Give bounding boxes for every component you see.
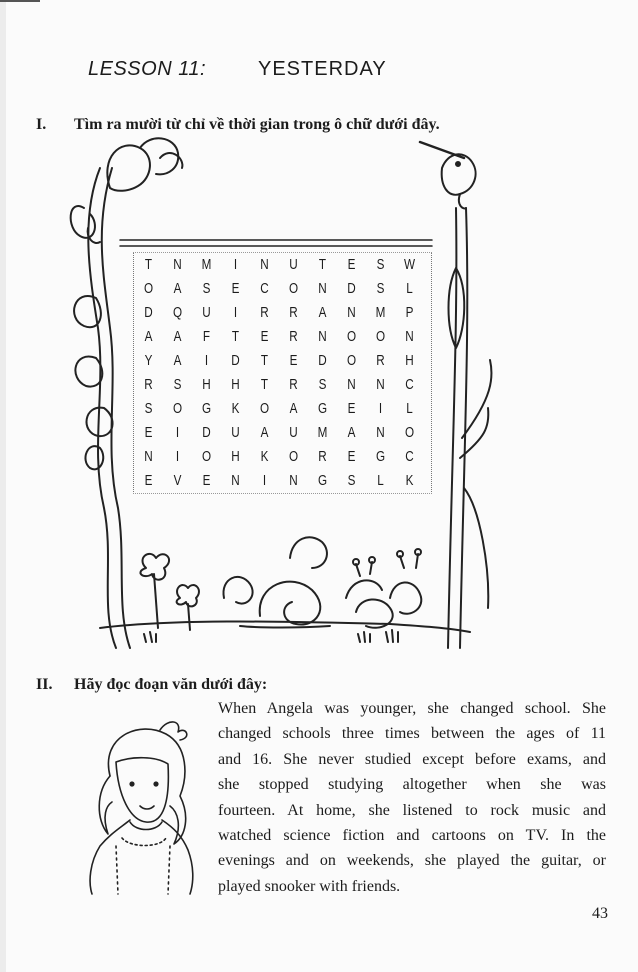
grid-cell: O xyxy=(346,328,357,345)
grid-row xyxy=(134,349,431,373)
grid-cell: I xyxy=(204,352,209,369)
grid-cell: O xyxy=(172,400,183,417)
grid-cell: N xyxy=(347,376,356,393)
grid-cell: D xyxy=(144,304,153,321)
grid-cell: M xyxy=(201,256,212,273)
grid-cell: G xyxy=(201,400,212,417)
grid-cell: R xyxy=(144,376,153,393)
lesson-header xyxy=(88,58,588,88)
passage-line: evenings and on weekends, she played the guitar, or xyxy=(218,852,606,870)
grid-cell: R xyxy=(289,304,298,321)
grid-cell: E xyxy=(347,448,356,465)
grid-cell: O xyxy=(143,280,154,297)
grid-cell: S xyxy=(318,376,327,393)
grid-cell: N xyxy=(289,472,298,489)
grid-cell: N xyxy=(347,304,356,321)
grid-cell: O xyxy=(346,352,357,369)
grid-cell: T xyxy=(144,256,153,273)
grid-cell: T xyxy=(260,376,269,393)
grid-cell: Q xyxy=(172,304,183,321)
grid-cell: G xyxy=(317,472,328,489)
grid-cell: O xyxy=(288,448,299,465)
grid-cell: R xyxy=(260,304,269,321)
grid-cell: D xyxy=(347,280,356,297)
grid-cell: V xyxy=(173,472,182,489)
passage-line: When Angela was younger, she changed school. She xyxy=(218,700,606,717)
section-2-instruction: Hãy đọc đoạn văn dưới đây: xyxy=(74,676,268,693)
lesson-title: YESTERDAY xyxy=(258,58,387,80)
grid-cell: C xyxy=(260,280,269,297)
grid-cell: A xyxy=(173,352,182,369)
grid-cell: N xyxy=(144,448,153,465)
grid-cell: A xyxy=(289,400,298,417)
grid-cell: S xyxy=(202,280,211,297)
grid-cell: T xyxy=(231,328,240,345)
grid-cell: Y xyxy=(144,352,153,369)
grid-cell: R xyxy=(289,376,298,393)
girl-illustration xyxy=(70,716,210,896)
grid-cell: A xyxy=(173,280,182,297)
scan-edge xyxy=(0,0,6,972)
grid-cell: K xyxy=(260,448,269,465)
grid-row xyxy=(134,469,431,493)
grid-cell: A xyxy=(260,424,269,441)
grid-cell: K xyxy=(405,472,414,489)
grid-cell: I xyxy=(233,256,238,273)
word-search-grid xyxy=(133,252,432,494)
grid-cell: N xyxy=(376,424,385,441)
grid-cell: N xyxy=(173,256,182,273)
grid-cell: I xyxy=(378,400,383,417)
scan-edge-mark xyxy=(0,0,40,2)
grid-cell: A xyxy=(173,328,182,345)
grid-cell: E xyxy=(231,280,240,297)
grid-cell: N xyxy=(231,472,240,489)
grid-cell: H xyxy=(231,376,240,393)
passage-line: played snooker with friends. xyxy=(218,877,401,895)
grid-row xyxy=(134,373,431,397)
grid-cell: I xyxy=(262,472,267,489)
grid-cell: E xyxy=(202,472,211,489)
section-1-instruction: Tìm ra mười từ chỉ về thời gian trong ô chữ dưới đây. xyxy=(74,116,440,133)
passage-line: fourteen. At home, she listened to rock music and xyxy=(218,801,606,819)
grid-cell: U xyxy=(289,256,298,273)
reading-passage xyxy=(218,696,606,899)
grid-cell: L xyxy=(406,400,413,417)
grid-cell: O xyxy=(259,400,270,417)
grid-cell: U xyxy=(231,424,240,441)
grid-cell: E xyxy=(347,256,356,273)
grid-cell: T xyxy=(318,256,327,273)
grid-cell: I xyxy=(233,304,238,321)
grid-cell: N xyxy=(318,280,327,297)
grid-row xyxy=(134,301,431,325)
grid-cell: D xyxy=(202,424,211,441)
grid-cell: E xyxy=(144,424,153,441)
grid-cell: O xyxy=(201,448,212,465)
grid-cell: C xyxy=(405,448,414,465)
grid-cell: S xyxy=(376,256,385,273)
grid-cell: F xyxy=(202,328,211,345)
grid-cell: D xyxy=(231,352,240,369)
grid-cell: E xyxy=(347,400,356,417)
passage-line: changed schools three times between the ages of 11 xyxy=(218,725,606,743)
grid-cell: S xyxy=(173,376,182,393)
grid-cell: N xyxy=(405,328,414,345)
grid-cell: T xyxy=(260,352,269,369)
grid-row xyxy=(134,277,431,301)
grid-cell: I xyxy=(175,424,180,441)
passage-line: she stopped studying altogether when she was xyxy=(218,776,606,794)
grid-cell: H xyxy=(405,352,414,369)
grid-cell: H xyxy=(231,448,240,465)
grid-cell: K xyxy=(231,400,240,417)
grid-cell: P xyxy=(405,304,414,321)
grid-cell: S xyxy=(144,400,153,417)
grid-cell: O xyxy=(288,280,299,297)
grid-cell: E xyxy=(144,472,153,489)
grid-cell: W xyxy=(403,256,416,273)
grid-cell: U xyxy=(289,424,298,441)
grid-cell: S xyxy=(376,280,385,297)
grid-cell: N xyxy=(376,376,385,393)
section-2-number: II. xyxy=(36,676,53,693)
grid-cell: C xyxy=(405,376,414,393)
grid-cell: S xyxy=(347,472,356,489)
grid-row xyxy=(134,445,431,469)
grid-cell: N xyxy=(260,256,269,273)
grid-cell: L xyxy=(406,280,413,297)
grid-row xyxy=(134,253,431,277)
grid-cell: A xyxy=(347,424,356,441)
grid-cell: E xyxy=(260,328,269,345)
grid-row xyxy=(134,325,431,349)
grid-cell: H xyxy=(202,376,211,393)
lesson-label: LESSON 11: xyxy=(88,58,207,80)
grid-cell: M xyxy=(317,424,328,441)
grid-row xyxy=(134,397,431,421)
grid-cell: R xyxy=(289,328,298,345)
grid-cell: E xyxy=(289,352,298,369)
grid-cell: A xyxy=(318,304,327,321)
grid-cell: A xyxy=(144,328,153,345)
grid-cell: O xyxy=(404,424,415,441)
grid-cell: N xyxy=(318,328,327,345)
passage-line: and 16. She never studied except before exams, and xyxy=(218,750,606,768)
grid-cell: I xyxy=(175,448,180,465)
page-number: 43 xyxy=(592,905,608,922)
grid-cell: D xyxy=(318,352,327,369)
grid-cell: R xyxy=(376,352,385,369)
grid-cell: G xyxy=(375,448,386,465)
grid-cell: G xyxy=(317,400,328,417)
passage-line: watched science fiction and cartoons on TV. In the xyxy=(218,826,606,844)
grid-row xyxy=(134,421,431,445)
grid-cell: U xyxy=(202,304,211,321)
section-1-number: I. xyxy=(36,116,47,133)
grid-cell: R xyxy=(318,448,327,465)
grid-cell: L xyxy=(377,472,384,489)
grid-cell: O xyxy=(375,328,386,345)
grid-cell: M xyxy=(375,304,386,321)
